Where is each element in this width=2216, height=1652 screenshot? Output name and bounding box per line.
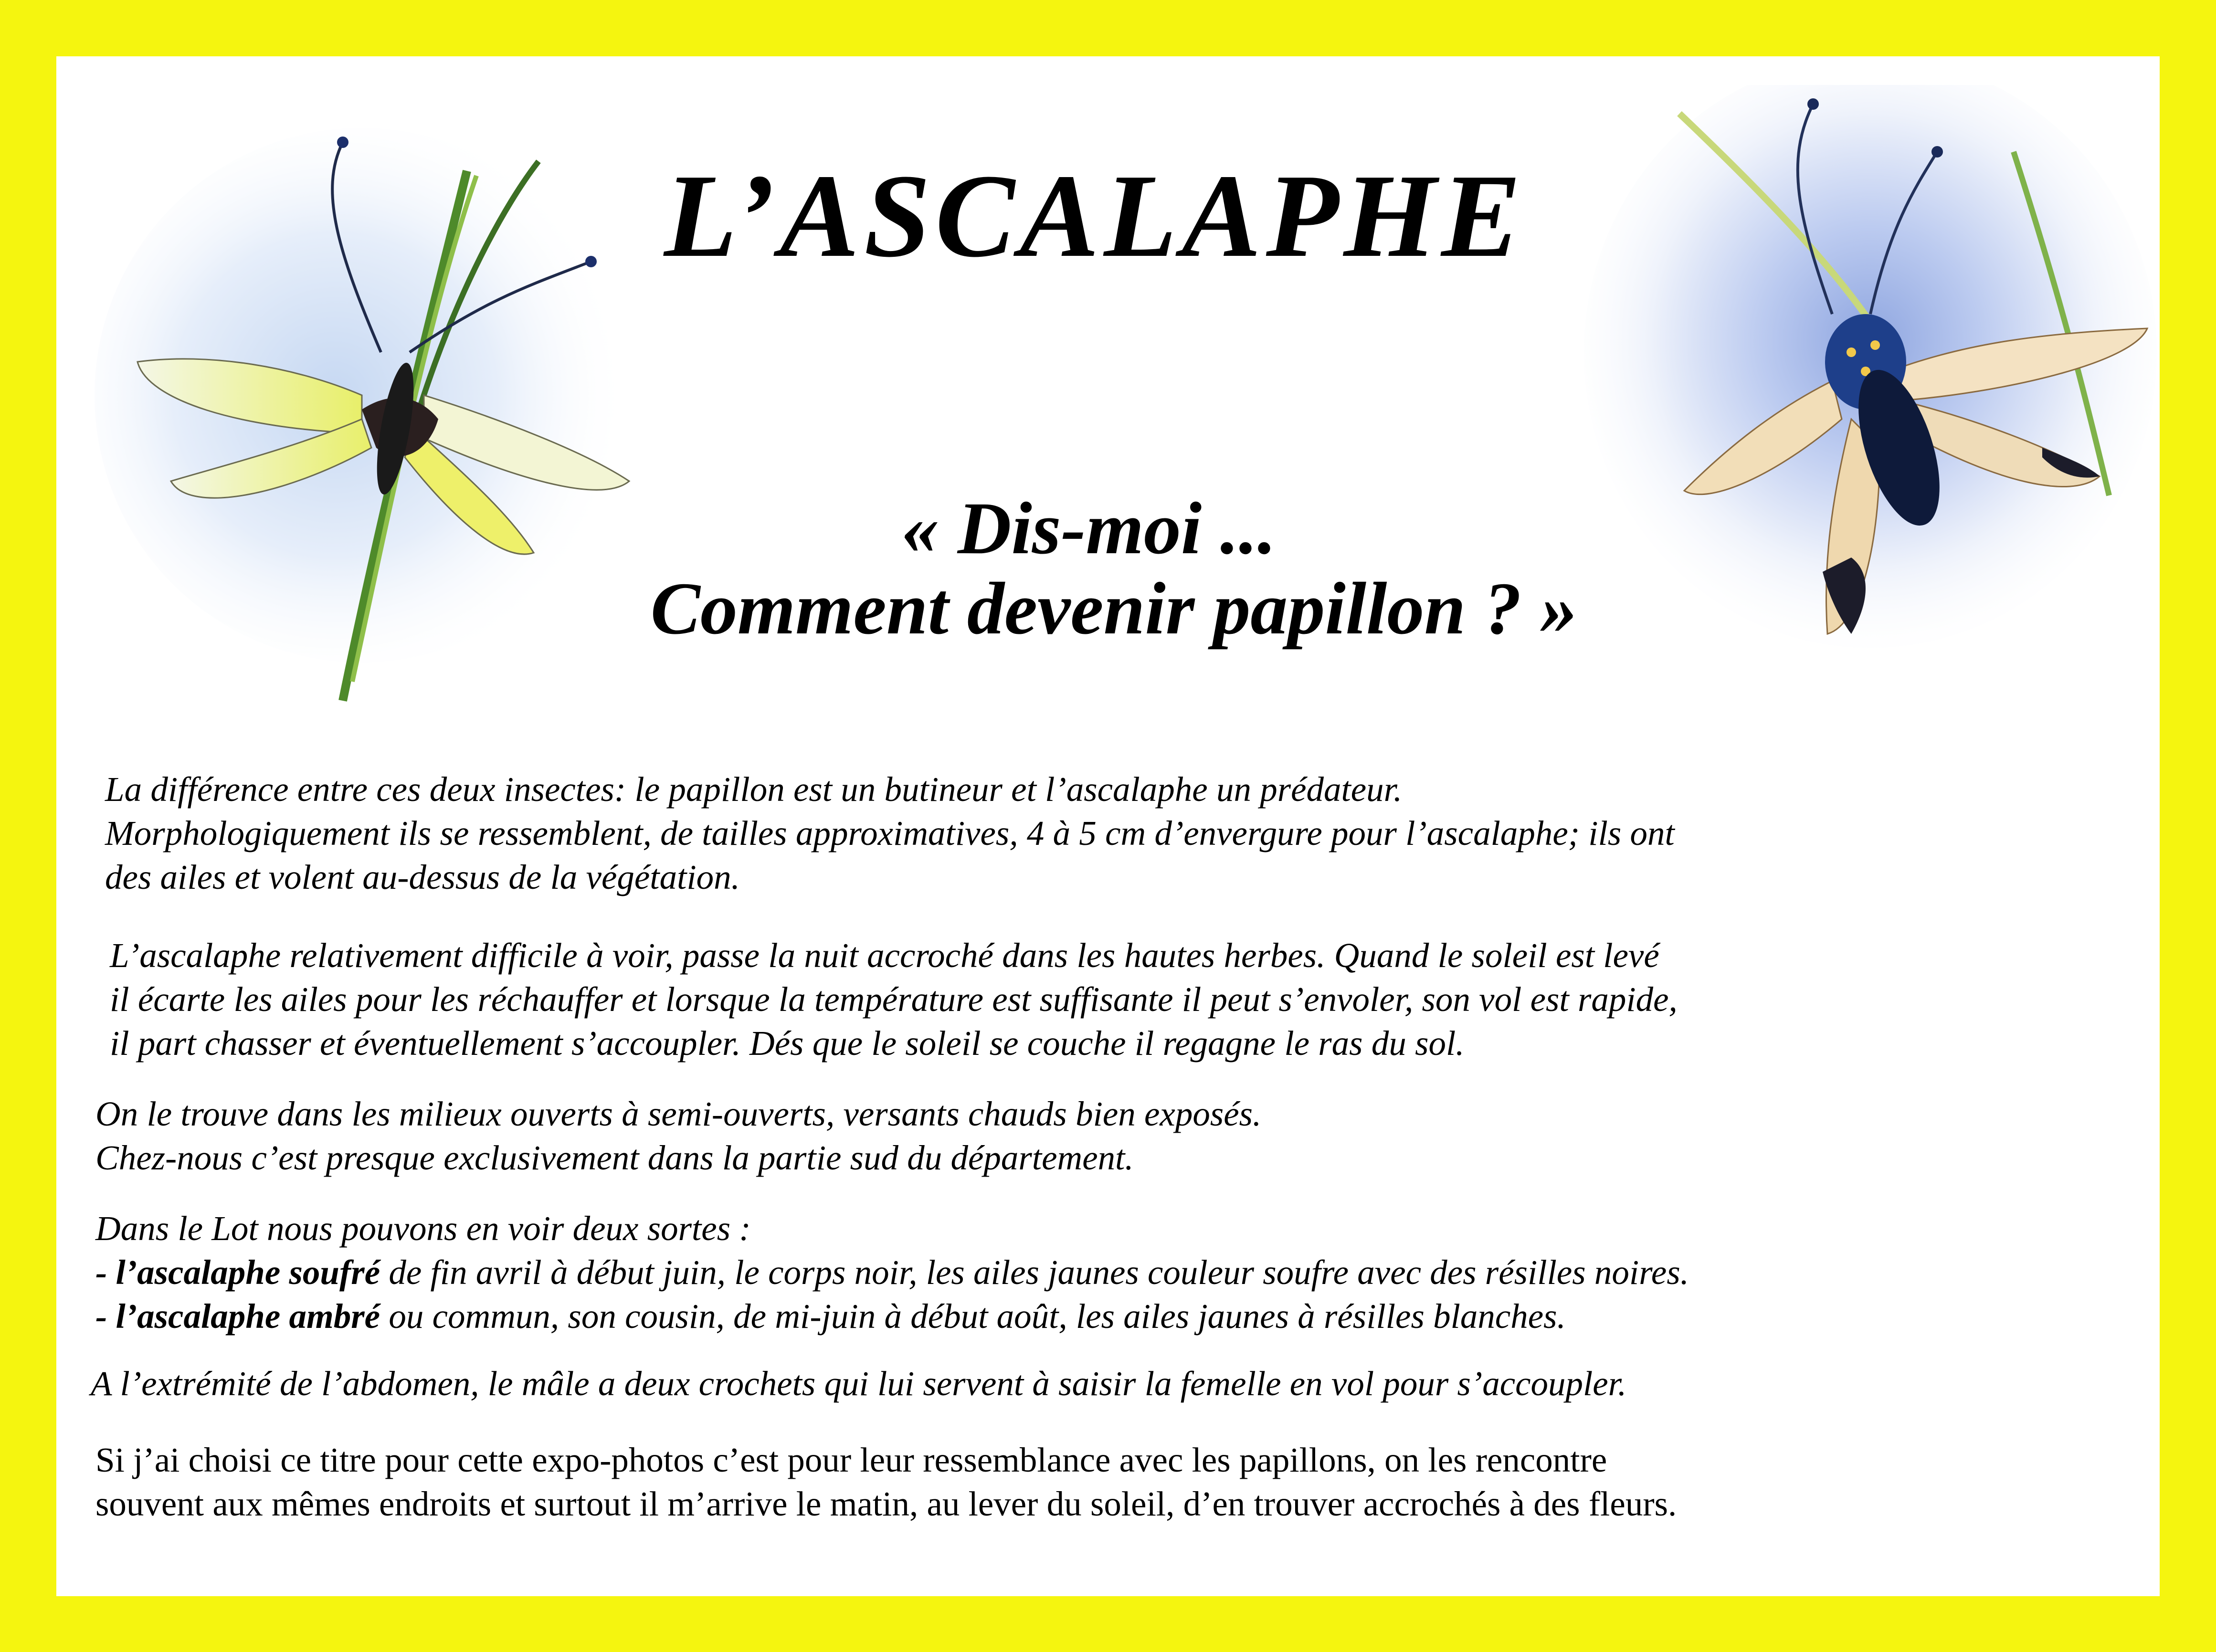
- paragraph-title-explanation: [95, 1438, 1677, 1526]
- paragraph-line: La différence entre ces deux insectes: le papillon est un butineur et l’ascalaphe un prédateur.: [105, 770, 1403, 809]
- paragraph-habitat: [95, 1092, 1261, 1180]
- paragraph-abdomen: [91, 1362, 1626, 1406]
- page-title: L’ASCALAPHE: [664, 150, 1526, 282]
- paragraph-line: L’ascalaphe relativement difficile à voir, passe la nuit accroché dans les hautes herbes. Quand le soleil est levé: [110, 936, 1659, 975]
- subtitle-quote: [56, 488, 2160, 649]
- paragraph-line: Morphologiquement ils se ressemblent, de tailles approximatives, 4 à 5 cm d’envergure pour l’ascalaphe; ils ont: [105, 814, 1675, 852]
- paragraph-line: Chez-nous c’est presque exclusivement dans la partie sud du département.: [95, 1138, 1134, 1177]
- species-item-soufre: [95, 1251, 1689, 1294]
- species-name: - l’ascalaphe ambré: [95, 1297, 380, 1336]
- paragraph-line: A l’extrémité de l’abdomen, le mâle a deux crochets qui lui servent à saisir la femelle en vol pour s’accoupler.: [91, 1364, 1627, 1403]
- paragraph-line: il part chasser et éventuellement s’accoupler. Dés que le soleil se couche il regagne le ras du sol.: [110, 1024, 1465, 1063]
- paragraph-line: Dans le Lot nous pouvons en voir deux sortes :: [95, 1209, 751, 1248]
- paragraph-behaviour: [110, 934, 1678, 1065]
- species-item-ambre: [95, 1294, 1689, 1338]
- paragraph-line: souvent aux mêmes endroits et surtout il m’arrive le matin, au lever du soleil, d’en trouver accrochés à des fleurs.: [95, 1484, 1677, 1523]
- subtitle-line-2: Comment devenir papillon ? »: [650, 567, 1578, 650]
- paragraph-line: il écarte les ailes pour les réchauffer et lorsque la température est suffisante il peut s’envoler, son vol est rapide,: [110, 980, 1678, 1019]
- species-name: - l’ascalaphe soufré: [95, 1253, 380, 1292]
- paragraph-difference: [105, 768, 1675, 899]
- content-panel: [56, 56, 2160, 1596]
- paragraph-species: [95, 1207, 1689, 1338]
- paragraph-line: Si j’ai choisi ce titre pour cette expo-photos c’est pour leur ressemblance avec les papillons, on les rencontre: [95, 1441, 1607, 1479]
- species-description: de fin avril à début juin, le corps noir, les ailes jaunes couleur soufre avec des résilles noires.: [380, 1253, 1689, 1292]
- species-description: ou commun, son cousin, de mi-juin à début août, les ailes jaunes à résilles blanches.: [380, 1297, 1566, 1336]
- paragraph-line: On le trouve dans les milieux ouverts à semi-ouverts, versants chauds bien exposés.: [95, 1094, 1262, 1133]
- paragraph-line: des ailes et volent au-dessus de la végétation.: [105, 858, 740, 896]
- subtitle-line-1: « Dis-moi ...: [901, 487, 1277, 569]
